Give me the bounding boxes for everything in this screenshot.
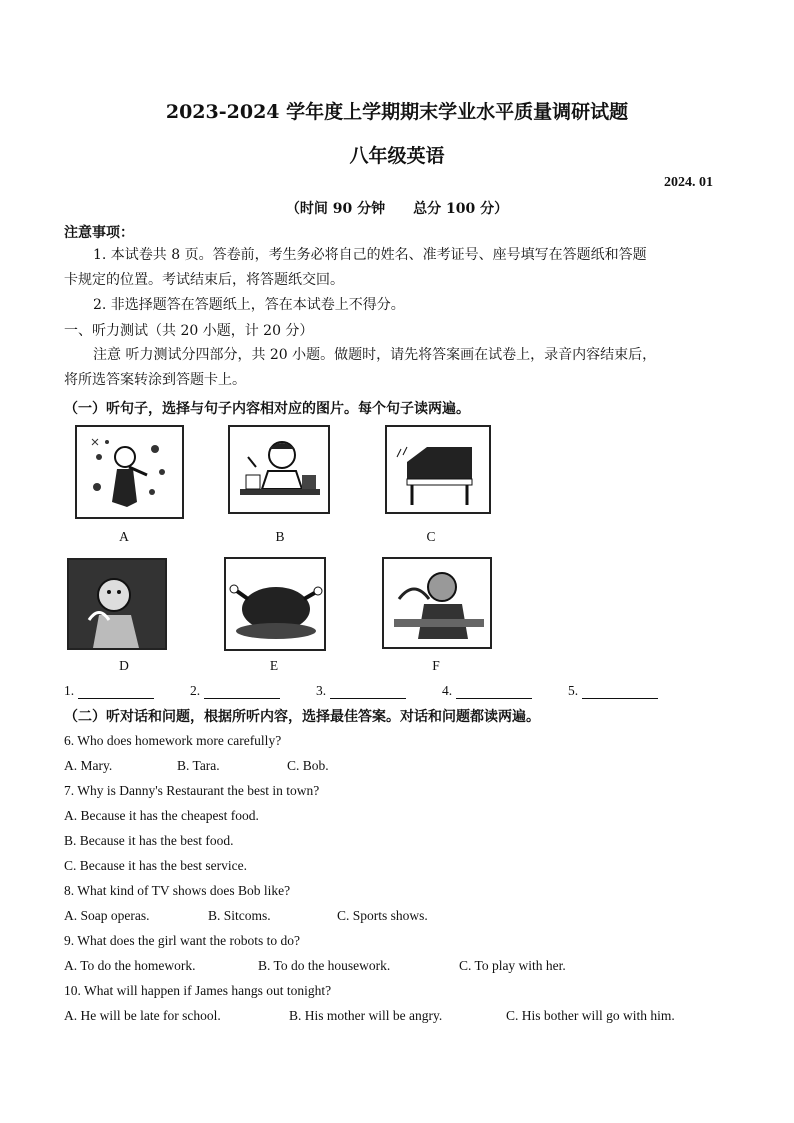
- question-7-option-a: A. Because it has the cheapest food.: [64, 808, 259, 823]
- question-6-option-a: A. Mary.: [64, 758, 113, 773]
- sneezing-man-icon: [75, 425, 184, 519]
- question-10-option-c: C. His bother will go with him.: [506, 1008, 675, 1023]
- picture-label-b: B: [275, 529, 285, 544]
- question-9-option-b: B. To do the housework.: [258, 958, 391, 973]
- question-6-option-c: C. Bob.: [287, 758, 329, 773]
- page-title: 2023-2024 学年度上学期期末学业水平质量调研试题: [165, 101, 629, 123]
- question-8-option-b: B. Sitcoms.: [208, 908, 271, 923]
- part-1-heading: （一）听句子，选择与句子内容相对应的图片。每个句子读两遍。: [64, 401, 470, 417]
- section-1-note-line-2: 将所选答案转涂到答题卡上。: [64, 372, 246, 388]
- question-9-option-c: C. To play with her.: [459, 958, 566, 973]
- picture-label-f: F: [432, 658, 440, 673]
- question-7-option-c: C. Because it has the best service.: [64, 858, 247, 873]
- question-9-option-a: A. To do the homework.: [64, 958, 196, 973]
- question-10-option-a: A. He will be late for school.: [64, 1008, 221, 1023]
- part-2-heading: （二）听对话和问题，根据所听内容，选择最佳答案。对话和问题都读两遍。: [64, 709, 540, 725]
- picture-label-c: C: [426, 529, 436, 544]
- picture-label-a: A: [119, 529, 129, 544]
- picture-label-e: E: [269, 658, 279, 673]
- piano-icon: [385, 425, 491, 514]
- section-1-note-line-1: 注意 听力测试分四部分，共 20 小题。做题时，请先将答案画在试卷上，录音内容结束后，: [93, 347, 657, 363]
- notes-heading: 注意事项：: [64, 225, 134, 241]
- scared-woman-icon: [67, 558, 167, 650]
- exam-date: 2024. 01: [664, 175, 713, 190]
- woman-ironing-icon: [382, 557, 492, 649]
- time-info: （时间 90 分钟 总分 100 分）: [285, 201, 509, 217]
- roast-turkey-icon: [224, 557, 326, 651]
- answer-blank-1[interactable]: 1.: [64, 683, 154, 699]
- question-6: 6. Who does homework more carefully?: [64, 733, 282, 748]
- answer-blank-5[interactable]: 5.: [568, 683, 658, 699]
- notes-item-2: 2. 非选择题答在答题纸上，答在本试卷上不得分。: [93, 297, 405, 313]
- answer-blank-4[interactable]: 4.: [442, 683, 532, 699]
- picture-label-d: D: [119, 658, 129, 673]
- question-10-option-b: B. His mother will be angry.: [289, 1008, 443, 1023]
- notes-item-1-line-1: 1. 本试卷共 8 页。答卷前，考生务必将自己的姓名、准考证号、座号填写在答题纸和答题: [93, 247, 647, 263]
- question-6-option-b: B. Tara.: [177, 758, 220, 773]
- notes-item-1-line-2: 卡规定的位置。考试结束后，将答题纸交回。: [64, 272, 344, 288]
- question-8-option-a: A. Soap operas.: [64, 908, 150, 923]
- section-1-heading: 一、听力测试（共 20 小题，计 20 分）: [64, 323, 314, 339]
- question-10: 10. What will happen if James hangs out tonight?: [64, 983, 332, 998]
- student-at-desk-icon: [228, 425, 330, 514]
- question-7: 7. Why is Danny's Restaurant the best in town?: [64, 783, 320, 798]
- page-subtitle: 八年级英语: [349, 145, 445, 167]
- answer-blank-2[interactable]: 2.: [190, 683, 280, 699]
- question-9: 9. What does the girl want the robots to do?: [64, 933, 300, 948]
- question-7-option-b: B. Because it has the best food.: [64, 833, 234, 848]
- question-8-option-c: C. Sports shows.: [337, 908, 428, 923]
- question-8: 8. What kind of TV shows does Bob like?: [64, 883, 291, 898]
- answer-blank-3[interactable]: 3.: [316, 683, 406, 699]
